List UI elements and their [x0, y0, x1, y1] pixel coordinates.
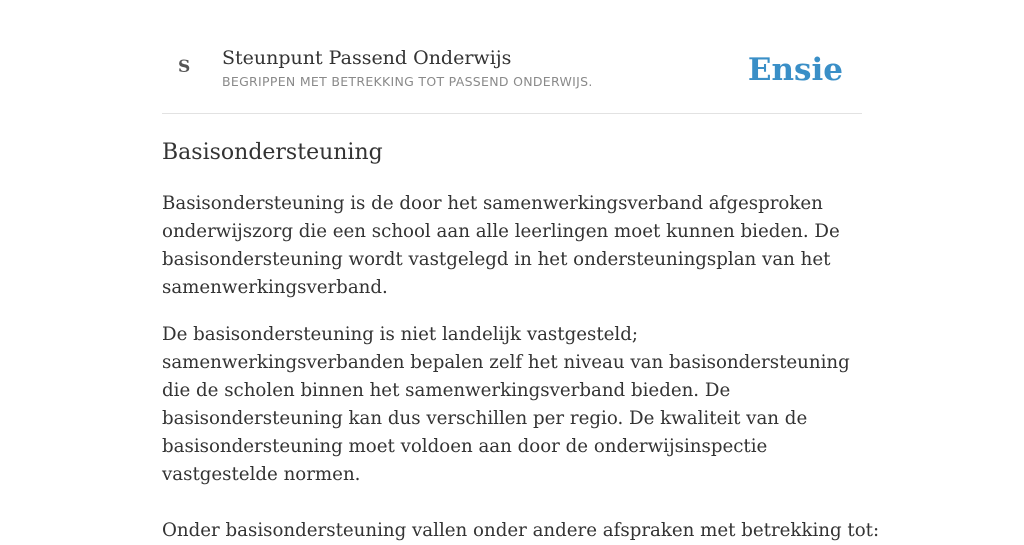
article-paragraph: De basisondersteuning is niet landelijk vastgesteld; samenwerkingsverbanden bepalen zelf het niveau van basisondersteuning die de scholen binnen het samenwerkingsverband bieden. De basisondersteuning kan dus verschillen per regio. De kwaliteit van de basisondersteuning moet voldoen aan door de onderwijsinspectie vastgestelde normen. [162, 324, 850, 485]
site-title-link[interactable]: Steunpunt Passend Onderwijs [222, 47, 512, 69]
site-header [162, 0, 862, 114]
article-paragraph: Basisondersteuning is de door het samenwerkingsverband afgesproken onderwijszorg die een school aan alle leerlingen moet kunnen bieden. De basisondersteuning wordt vastgelegd in het ondersteuningsplan van het samenwerkingsverband. [162, 193, 840, 298]
site-subtitle: BEGRIPPEN MET BETREKKING TOT PASSEND ONDERWIJS. [222, 74, 593, 89]
page [162, 0, 880, 545]
site-logo[interactable]: S [178, 57, 191, 77]
article-paragraph: Onder basisondersteuning vallen onder andere afspraken met betrekking tot: [162, 520, 880, 541]
ensie-brand-logo[interactable]: Ensie [747, 52, 843, 88]
article [162, 138, 880, 545]
page-title: Basisondersteuning [162, 140, 383, 165]
